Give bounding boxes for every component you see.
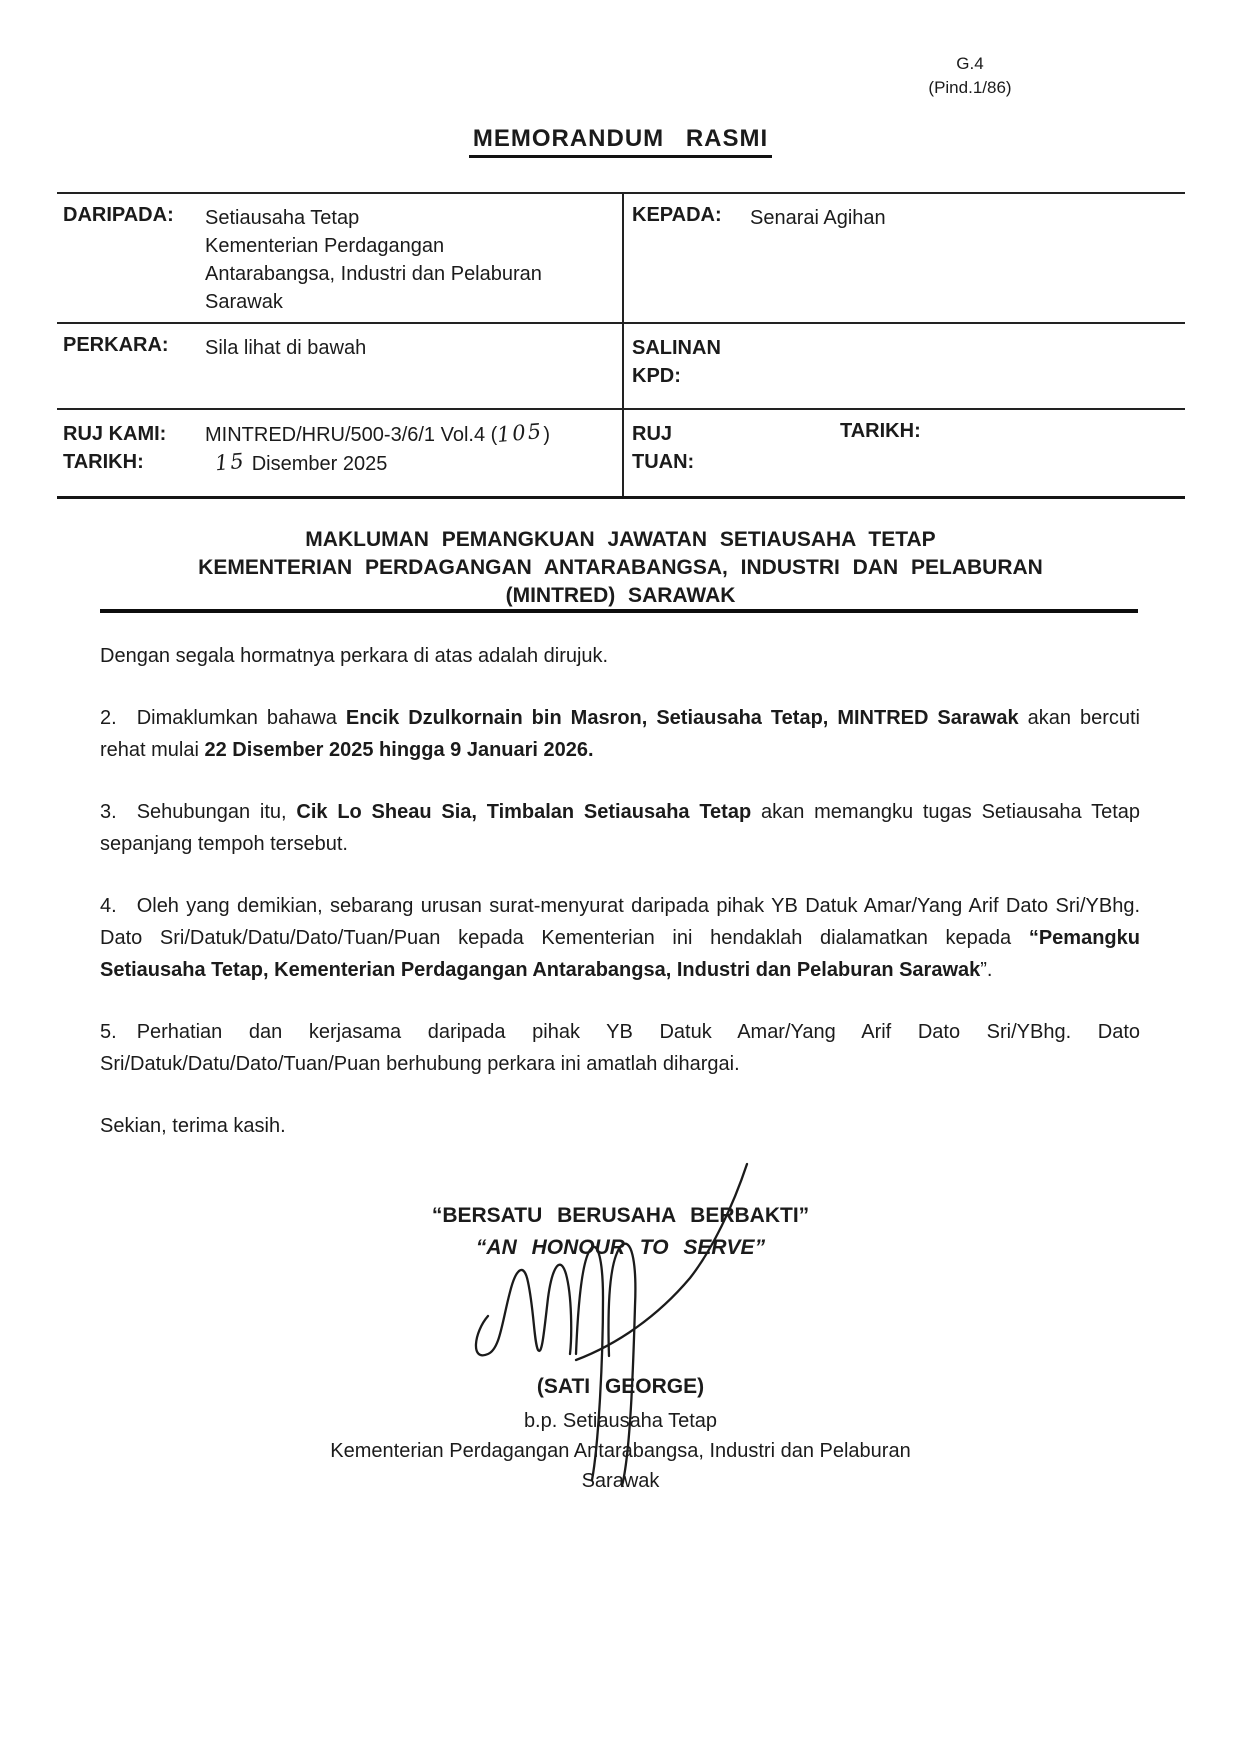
ruj-kami-label-text: RUJ KAMI: [63,423,167,445]
daripada-cell [57,194,622,324]
daripada-value [205,204,614,316]
daripada-line: Setiausaha Tetap [205,207,360,229]
ruj-kami-cell [57,410,622,496]
tarikh-label-text: TARIKH: [63,451,144,473]
kepada-label: KEPADA: [632,204,722,226]
paragraph-2-text: Dimaklumkan bahawa [136,707,346,729]
paragraph-5-text: Perhatian dan kerjasama daripada pihak YB Datuk Amar/Yang Arif Dato Sri/YBhg. Dato Sri/Datuk/Datu/Dato/Tuan/Puan berhubung perkara ini amatlah dihargai. [100,1021,1140,1075]
paragraph-3 [100,796,1140,860]
handwritten-day: 15 [213,448,247,476]
signatory-state: Sarawak [581,1470,660,1492]
ruj-tuan-label [632,420,840,476]
paragraph-2-text: akan bercuti rehat mulai [100,707,1140,761]
daripada-line: Antarabangsa, Industri dan Pelaburan [205,263,542,285]
memo-header-table [57,192,1185,499]
ruj-kami-label [63,420,205,478]
signature-scribble [476,1265,571,1356]
signatory-on-behalf: b.p. Setiausaha Tetap [523,1410,718,1432]
daripada-line: Sarawak [205,291,283,313]
paragraph-4 [100,890,1140,986]
perkara-label: PERKARA: [63,334,169,356]
motto-line1: “BERSATU BERUSAHA BERBAKTI” [431,1204,810,1227]
paragraph-3-bold: Cik Lo Sheau Sia, Timbalan Setiausaha Tetap [296,801,752,823]
handwritten-ref-number: 105 [496,419,545,447]
paragraph-2-bold: Encik Dzulkornain bin Masron, Setiausaha Tetap, MINTRED Sarawak [345,707,1019,729]
salinan-line2: KPD: [632,365,681,387]
paragraph-5 [100,1016,1140,1080]
signature-block [50,1372,1191,1496]
signatory-name: (SATI GEORGE) [536,1375,705,1398]
page-title: MEMORANDUM RASMI [469,125,772,158]
form-code-revision: (Pind.1/86) [928,78,1012,97]
paragraph-4-text: ”. [980,959,993,981]
kepada-value: Senarai Agihan [750,207,886,229]
motto [50,1200,1191,1264]
perkara-cell [57,324,622,410]
paragraph-2-number: 2. [100,707,117,729]
tarikh2-label: TARIKH: [840,420,921,442]
salinan-cell [622,324,1185,410]
ruj-tuan-cell [622,410,1185,496]
ruj-tuan-line1: RUJ [632,423,673,445]
ruj-kami-ref: MINTRED/HRU/500-3/6/1 Vol.4 ( [205,424,498,446]
signatory-ministry: Kementerian Perdagangan Antarabangsa, Industri dan Pelaburan [330,1440,911,1462]
subject-line1: MAKLUMAN PEMANGKUAN JAWATAN SETIAUSAHA TETAP [305,528,936,551]
ruj-kami-value [205,420,614,478]
daripada-line: Kementerian Perdagangan [205,235,445,257]
kepada-cell [622,194,1185,324]
perkara-value: Sila lihat di bawah [205,337,367,359]
paragraph-3-text: Sehubungan itu, [136,801,297,823]
form-code-number: G.4 [956,54,984,73]
subject-line2: KEMENTERIAN PERDAGANGAN ANTARABANGSA, INDUSTRI DAN PELABURAN [198,556,1043,579]
title-wrap [0,125,1241,158]
subject-line3: (MINTRED) SARAWAK [505,584,736,607]
subject-underline [100,609,1138,613]
paragraph-3-text: akan memangku tugas Setiausaha Tetap sepanjang tempoh tersebut. [100,801,1141,855]
paragraph-4-number: 4. [100,895,117,917]
paragraph-2 [100,702,1140,766]
ruj-kami-ref-close: ) [543,424,551,446]
subject-heading [50,526,1191,610]
motto-line2: “AN HONOUR TO SERVE” [475,1236,766,1259]
daripada-label: DARIPADA: [63,204,174,226]
paragraph-1: Dengan segala hormatnya perkara di atas adalah dirujuk. [100,645,609,667]
ruj-tuan-line2: TUAN: [632,451,695,473]
salinan-line1: SALINAN [632,337,721,359]
tarikh-value: Disember 2025 [251,453,388,475]
form-code [905,52,1035,100]
paragraph-4-text: Oleh yang demikian, sebarang urusan surat-menyurat daripada pihak YB Datuk Amar/Yang Arif Dato Sri/YBhg. Dato Sri/Datuk/Datu/Dato/Tuan/Puan kepada Kementerian ini hendaklah dialamatkan kepada [100,895,1140,949]
salinan-label [632,334,1177,390]
memo-body [100,640,1140,1172]
paragraph-4-bold: “Pemangku Setiausaha Tetap, Kementerian Perdagangan Antarabangsa, Industri dan Pelaburan Sarawak [100,927,1140,981]
paragraph-2-bold: 22 Disember 2025 hingga 9 Januari 2026. [204,739,594,761]
closing-line: Sekian, terima kasih. [100,1115,286,1137]
paragraph-5-number: 5. [100,1021,117,1043]
paragraph-3-number: 3. [100,801,117,823]
